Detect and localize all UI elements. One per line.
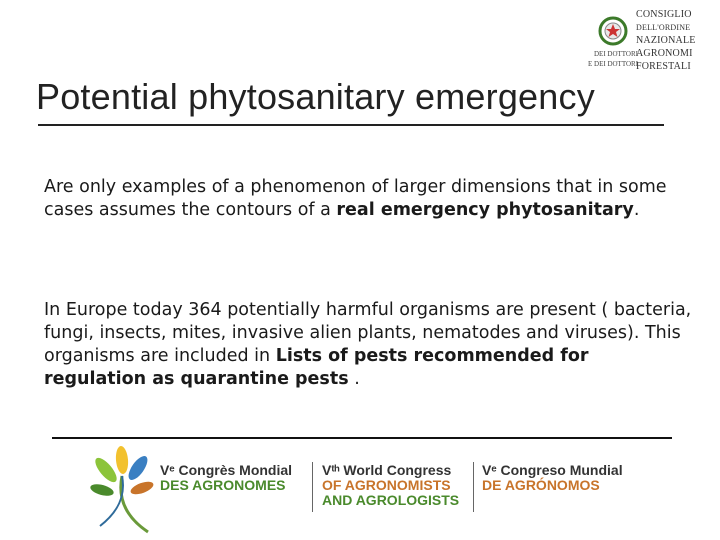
logo-left-line-2: E DEI DOTTORI — [588, 60, 639, 68]
banner-separator-1 — [312, 462, 313, 512]
title-underline — [38, 124, 664, 126]
logo-line-2: DELL'ORDINE — [636, 23, 691, 32]
paragraph-1-text: Are only examples of a phenomenon of larger dimensions that in some cases assumes the contours of a — [44, 177, 667, 220]
council-logo — [582, 6, 714, 72]
logo-line-4: AGRONOMI — [636, 48, 693, 59]
paragraph-2 — [44, 299, 694, 391]
paragraph-1-end: . — [633, 200, 640, 220]
logo-line-1: CONSIGLIO — [636, 9, 692, 20]
paragraph-2-text: In Europe today 364 potentially harmful organisms are present ( bacteria, fungi, insects, mites, invasive alien plants, nematodes and viruses). This organisms are included in — [44, 300, 692, 366]
congress-leaf-logo-icon — [88, 446, 156, 536]
logo-left-line-1: DEI DOTTORI — [593, 50, 638, 58]
congress-english-title: Vᵗʰ World Congress — [322, 462, 452, 478]
congress-spanish-title: Vᵉ Congreso Mundial — [482, 462, 623, 478]
congress-french — [160, 462, 292, 493]
paragraph-2-end: . — [348, 369, 360, 389]
italian-emblem-icon — [598, 16, 628, 46]
congress-english-subtitle-2: AND AGROLOGISTS — [322, 492, 460, 508]
paragraph-1-bold: real emergency phytosanitary — [336, 200, 634, 220]
paragraph-2-bold: Lists of pests recommended for regulation as quarantine pests — [44, 346, 589, 389]
congress-english — [322, 462, 459, 508]
logo-line-5: FORESTALI — [636, 61, 691, 72]
council-subtitle — [588, 49, 638, 69]
congress-english-subtitle-1: OF AGRONOMISTS — [322, 477, 451, 493]
paragraph-1 — [44, 176, 694, 222]
council-name — [636, 8, 716, 73]
congress-spanish — [482, 462, 623, 493]
banner-separator-2 — [473, 462, 474, 512]
congress-banner — [88, 446, 648, 536]
logo-line-3: NAZIONALE — [636, 35, 696, 46]
congress-french-subtitle: DES AGRONOMES — [160, 477, 286, 493]
congress-french-title: Vᵉ Congrès Mondial — [160, 462, 293, 478]
footer-divider — [52, 437, 672, 439]
congress-spanish-subtitle: DE AGRÓNOMOS — [482, 477, 600, 493]
page-title: Potential phytosanitary emergency — [36, 76, 595, 117]
